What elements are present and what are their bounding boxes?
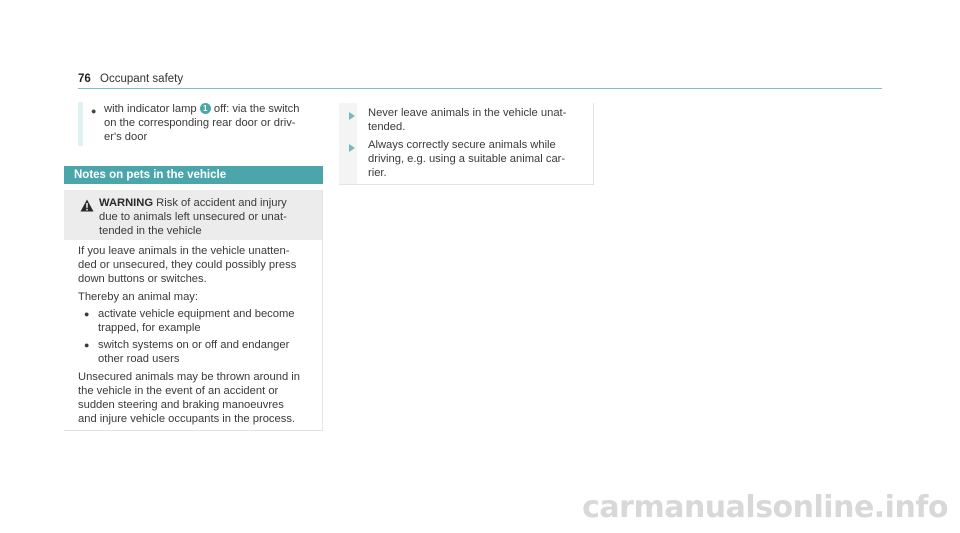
text-fragment: with indicator lamp <box>104 103 200 115</box>
instruction-arrow-icon <box>349 144 355 152</box>
page-number: 76 <box>78 73 91 85</box>
text-line: due to animals left unsecured or unat- <box>99 211 287 224</box>
text-line: switch systems on or off and endanger <box>98 339 290 352</box>
watermark: carmanualsonline.info <box>582 490 948 525</box>
text-line: er's door <box>104 131 148 144</box>
bullet-icon: ● <box>84 308 90 319</box>
text-line: driving, e.g. using a suitable animal car- <box>368 153 566 166</box>
text-line: trapped, for example <box>98 322 201 335</box>
text-line: Unsecured animals may be thrown around in <box>78 370 301 383</box>
warning-box <box>64 190 323 431</box>
warning-title <box>99 196 315 239</box>
section-heading: Notes on pets in the vehicle <box>64 166 323 184</box>
list-item <box>78 338 318 366</box>
text-line: sudden steering and braking manoeuvres <box>78 399 284 412</box>
warning-paragraph <box>78 244 318 287</box>
instruction-item <box>368 106 588 134</box>
text-line: and injure vehicle occupants in the process. <box>78 413 296 426</box>
warning-paragraph <box>78 370 318 427</box>
indicator-lamp-note <box>78 100 323 148</box>
text-line: the vehicle in the event of an accident or <box>78 384 279 397</box>
warning-header <box>64 190 322 240</box>
text-line: Always correctly secure animals while <box>368 139 556 151</box>
text-line: tended in the vehicle <box>99 225 202 238</box>
warning-body <box>78 244 318 426</box>
section-title: Occupant safety <box>100 73 184 85</box>
warning-label: WARNING <box>99 197 154 209</box>
text-line: Risk of accident and injury <box>153 197 287 209</box>
warning-triangle-icon <box>80 199 94 212</box>
text-line: other road users <box>98 353 180 366</box>
bullet-icon: ● <box>84 340 90 351</box>
text-line: If you leave animals in the vehicle unatten- <box>78 245 290 257</box>
page-header <box>78 70 882 89</box>
text-line: rier. <box>368 167 387 180</box>
text-line: activate vehicle equipment and become <box>98 307 295 320</box>
instruction-box <box>339 103 594 185</box>
indicator-lamp-text <box>104 102 324 145</box>
instruction-arrow-icon <box>349 112 355 120</box>
bullet-icon: ● <box>91 106 97 116</box>
text-line: tended. <box>368 121 406 134</box>
list-item <box>78 307 318 335</box>
text-line: down buttons or switches. <box>78 273 207 286</box>
warning-intro: Thereby an animal may: <box>78 290 199 303</box>
indicator-number-badge: 1 <box>200 103 211 114</box>
text-line: on the corresponding rear door or driv- <box>104 117 296 130</box>
side-marker <box>78 102 83 146</box>
instruction-item <box>368 138 588 181</box>
text-fragment: off: via the switch <box>210 103 300 115</box>
text-line: Never leave animals in the vehicle unat- <box>368 107 567 119</box>
text-line: ded or unsecured, they could possibly press <box>78 259 297 272</box>
